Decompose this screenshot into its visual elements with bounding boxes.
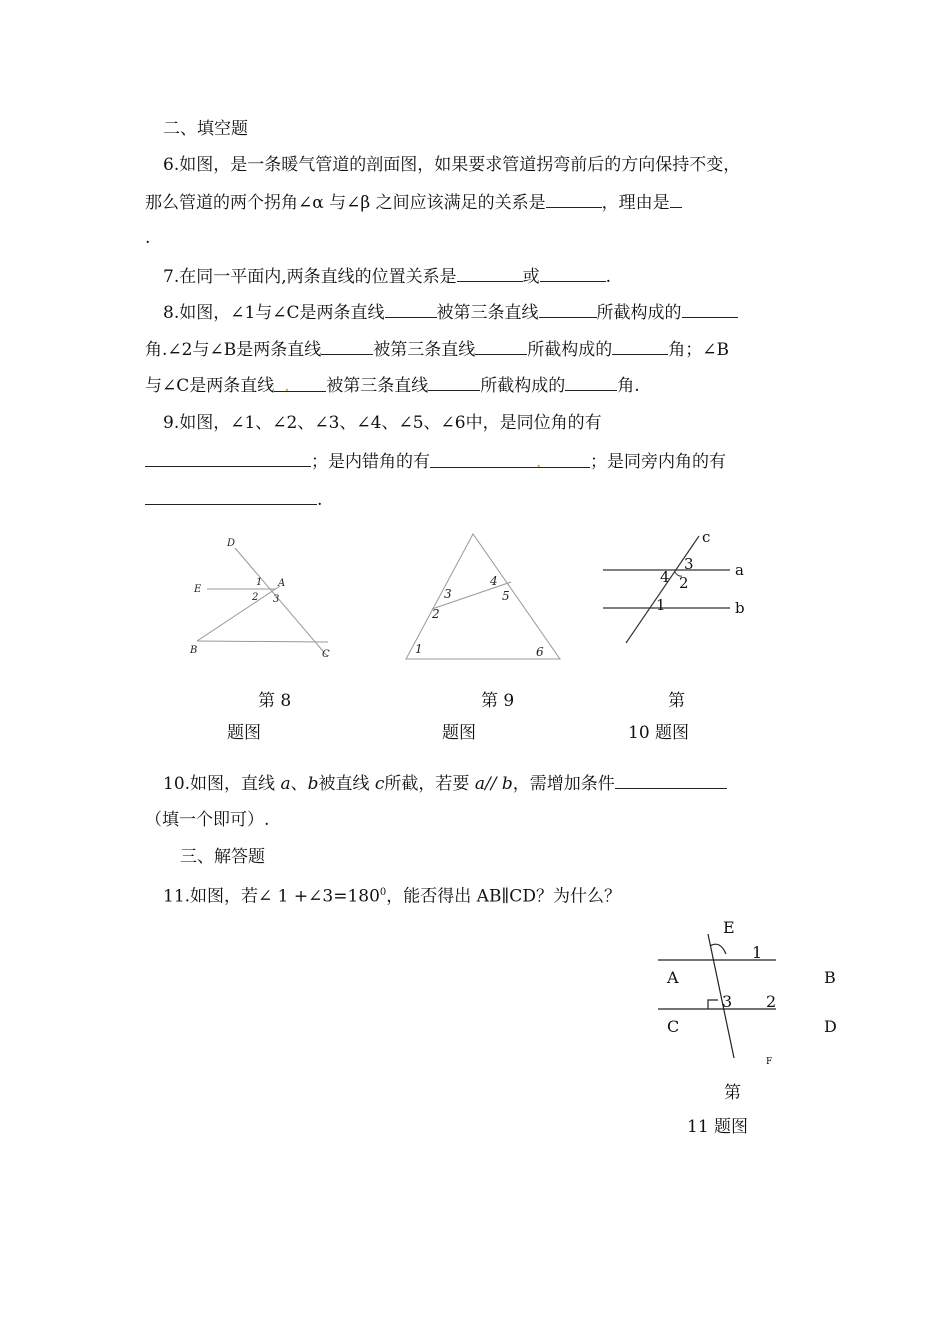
angle-3: 3: [684, 555, 694, 573]
q10-parallel: a// b: [474, 774, 513, 794]
q8-line2: [145, 338, 729, 361]
q11-line: [163, 882, 621, 908]
q7-answer-blank-2[interactable]: [540, 265, 606, 282]
label-A: A: [667, 968, 679, 987]
q7-text-c: .: [605, 267, 612, 287]
angle-5: 5: [502, 589, 510, 603]
label-C: C: [667, 1017, 680, 1036]
q6-text-a: 那么管道的两个拐角∠α 与∠β 之间应该满足的关系是: [145, 193, 546, 213]
q10-text: ，需增加条件: [512, 774, 615, 794]
figure-9-caption-1: 第 9: [481, 691, 515, 711]
q8-text: 被第三条直线: [326, 376, 429, 396]
q8-blank-9[interactable]: [565, 374, 617, 391]
label-D: D: [227, 538, 236, 549]
label-a: a: [735, 561, 744, 579]
q9-text: ；是同旁内角的有: [590, 452, 726, 472]
line-BA: [197, 586, 280, 641]
q8-blank-5[interactable]: [475, 338, 527, 355]
q7-line: [163, 265, 611, 288]
q8-text: 角；∠B: [668, 340, 729, 360]
figure-10-caption-2: 10 题图: [628, 723, 690, 743]
q10-text: 、: [290, 774, 308, 794]
line-DC: [235, 548, 328, 657]
q10-text: 被直线: [318, 774, 375, 794]
q9-blank-interior[interactable]: [145, 488, 317, 505]
q8-blank-2[interactable]: [539, 301, 597, 318]
figure-9-caption-2: 题图: [442, 723, 476, 743]
q9-line1: 9.如图，∠1、∠2、∠3、∠4、∠5、∠6中，是同位角的有: [163, 413, 602, 433]
angle-2: 2: [766, 992, 777, 1011]
figure-8-caption-2: 题图: [227, 723, 261, 743]
angle-1: 1: [415, 642, 423, 656]
figure-8-diagram: [180, 530, 350, 665]
angle-1: 1: [656, 596, 666, 614]
q10-line1: [163, 772, 727, 795]
q8-text: 被第三条直线: [373, 340, 476, 360]
q8-blank-7[interactable]: .: [274, 375, 326, 392]
figure-11-diagram: [650, 910, 850, 1067]
q8-text: 与∠C是两条直线: [145, 376, 275, 396]
q8-line1: [163, 301, 738, 324]
q8-blank-3[interactable]: [682, 301, 738, 318]
q10-line2: （填一个即可）.: [145, 810, 270, 830]
q9-blank-corresponding[interactable]: [145, 450, 311, 467]
angle-3: 3: [273, 594, 280, 605]
angle-4: 4: [660, 568, 670, 586]
arc-3: [708, 1000, 718, 1009]
angle-3: 3: [444, 587, 452, 601]
line-BC: [197, 641, 328, 642]
section-title-solve: 三、解答题: [180, 847, 265, 867]
angle-4: 4: [490, 574, 498, 588]
q8-blank-8[interactable]: [428, 374, 480, 391]
label-C: C: [322, 649, 330, 660]
q6-answer-blank-1[interactable]: [546, 191, 602, 208]
q11-degree: 0: [379, 887, 387, 898]
q10-var-a: a: [280, 774, 291, 794]
label-c: c: [702, 528, 711, 546]
q8-text: 角.∠2与∠B是两条直线: [145, 340, 322, 360]
section-title-fill-blank: 二、填空题: [163, 119, 248, 139]
q6-line2: [145, 191, 682, 214]
label-E: E: [723, 918, 735, 937]
figure-10-caption-1: 第: [668, 691, 685, 711]
q6-line1: 6.如图，是一条暖气管道的剖面图，如果要求管道拐弯前后的方向保持不变，: [163, 155, 741, 175]
q6-answer-blank-2[interactable]: [670, 191, 682, 208]
q10-text: 所截，若要: [384, 774, 475, 794]
q9-blank-alternate[interactable]: .: [430, 451, 590, 468]
label-F: F: [766, 1057, 773, 1067]
label-A: A: [278, 578, 286, 589]
q8-text: 被第三条直线: [436, 303, 539, 323]
label-D: D: [824, 1017, 837, 1036]
angle-6: 6: [536, 645, 544, 659]
angle-3: 3: [722, 992, 733, 1011]
q7-text-a: 7.在同一平面内,两条直线的位置关系是: [163, 267, 457, 287]
q8-blank-6[interactable]: [612, 338, 668, 355]
q8-text: 8.如图，∠1与∠C是两条直线: [163, 303, 385, 323]
q8-line3: [145, 374, 640, 397]
q8-blank-4[interactable]: [321, 338, 373, 355]
label-E: E: [194, 584, 202, 595]
q8-text: 所截构成的: [480, 376, 566, 396]
angle-1: 1: [752, 943, 763, 962]
figure-11-caption-2: 11 题图: [687, 1117, 749, 1137]
q8-text: 角.: [617, 376, 640, 396]
q11-text: 11.如图，若∠ 1 +∠3=180: [163, 886, 380, 907]
q9-text: .: [317, 490, 323, 510]
figure-11-caption-1: 第: [724, 1083, 741, 1103]
q10-answer-blank[interactable]: [615, 772, 727, 789]
angle-2: 2: [252, 592, 259, 603]
q11-text: ，能否得出 AB∥CD？为什么？: [386, 886, 621, 907]
q8-text: 所截构成的: [527, 340, 613, 360]
q10-var-b: b: [307, 774, 319, 794]
q8-blank-1[interactable]: [385, 301, 437, 318]
angle-1: 1: [256, 577, 263, 588]
triangle: [406, 534, 560, 659]
figure-8-caption-1: 第 8: [258, 691, 292, 711]
q6-text-b: ，理由是: [601, 193, 670, 213]
q10-var-c: c: [374, 774, 385, 794]
q6-line3: .: [145, 228, 151, 248]
q9-line3: [145, 488, 322, 511]
q7-text-b: 或: [522, 267, 540, 287]
label-B: B: [824, 968, 836, 987]
label-b: b: [735, 599, 745, 617]
figure-10-diagram: [598, 530, 758, 648]
q8-text: 所截构成的: [596, 303, 682, 323]
q7-answer-blank-1[interactable]: [457, 265, 523, 282]
angle-2: 2: [679, 574, 689, 592]
q9-text: ；是内错角的有: [311, 452, 430, 472]
q10-text: 10.如图，直线: [163, 774, 281, 794]
angle-2: 2: [432, 607, 440, 621]
q9-line2: [145, 450, 726, 473]
figure-9-diagram: [398, 528, 568, 666]
label-B: B: [190, 645, 198, 656]
